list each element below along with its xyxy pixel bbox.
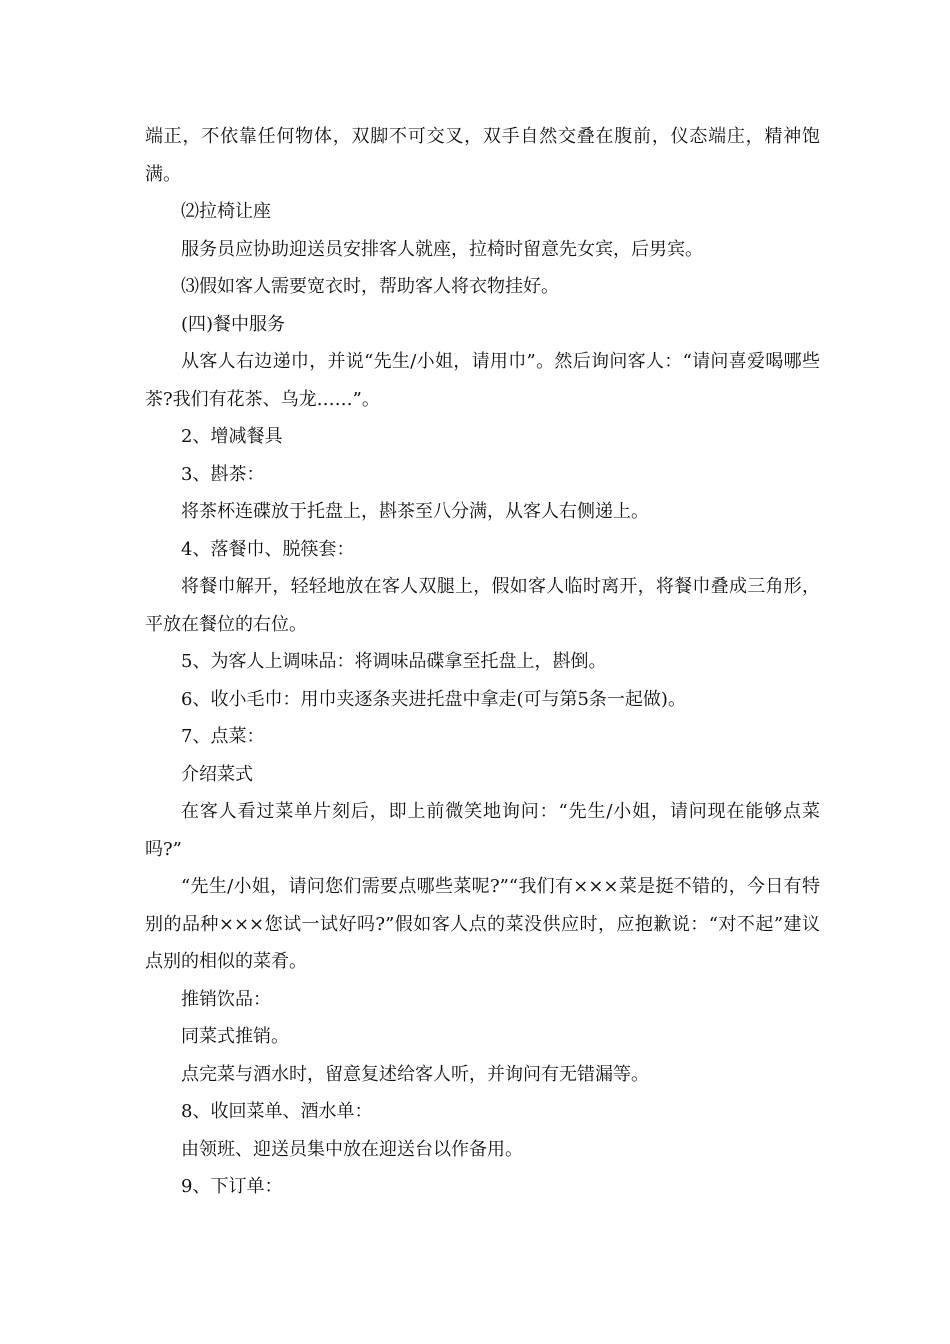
- list-item-heading: 4、落餐巾、脱筷套：: [181, 538, 355, 560]
- paragraph: 从客人右边递巾，并说“先生/小姐，请用巾”。然后询问客人：“请问喜爱喝哪些茶?我们有花茶、乌龙……”。: [145, 351, 820, 410]
- paragraph: 在客人看过菜单片刻后，即上前微笑地询问：“先生/小姐，请问现在能够点菜吗?”: [145, 801, 820, 860]
- paragraph: 服务员应协助迎送员安排客人就座，拉椅时留意先女宾，后男宾。: [181, 238, 703, 260]
- paragraph: ⑵拉椅让座: [181, 201, 271, 222]
- list-item-heading: 8、收回菜单、酒水单：: [181, 1101, 373, 1122]
- list-item-heading: 9、下订单：: [181, 1176, 283, 1197]
- list-item-heading: 5、为客人上调味品：将调味品碟拿至托盘上，斟倒。: [181, 651, 607, 672]
- paragraph: 同菜式推销。: [181, 1026, 289, 1047]
- list-item-heading: 2、增减餐具: [181, 426, 283, 447]
- list-item-heading: 3、斟茶：: [181, 463, 265, 485]
- list-item-heading: 6、收小毛巾：用巾夹逐条夹进托盘中拿走(可与第5条一起做)。: [181, 688, 686, 710]
- paragraph: 推销饮品：: [181, 988, 271, 1010]
- paragraph: ⑶假如客人需要宽衣时，帮助客人将衣物挂好。: [181, 276, 559, 297]
- paragraph: 将茶杯连碟放于托盘上，斟茶至八分满，从客人右侧递上。: [181, 501, 649, 522]
- document-body: [145, 118, 820, 1206]
- paragraph: 介绍菜式: [181, 763, 253, 785]
- section-heading: (四)餐中服务: [181, 313, 286, 335]
- paragraph: “先生/小姐，请问您们需要点哪些菜呢?”“我们有×××菜是挺不错的，今日有特别的品种×××您试一试好吗?”假如客人点的菜没供应时，应抱歉说：“对不起”建议点别的相似的菜肴。: [145, 876, 820, 972]
- list-item-heading: 7、点菜：: [181, 726, 265, 747]
- paragraph: 将餐巾解开，轻轻地放在客人双腿上，假如客人临时离开，将餐巾叠成三角形，平放在餐位的右位。: [145, 576, 820, 635]
- paragraph: 点完菜与酒水时，留意复述给客人听，并询问有无错漏等。: [181, 1063, 649, 1085]
- paragraph: 由领班、迎送员集中放在迎送台以作备用。: [181, 1138, 523, 1160]
- paragraph: 端正，不依靠任何物体，双脚不可交叉，双手自然交叠在腹前，仪态端庄，精神饱满。: [145, 126, 820, 185]
